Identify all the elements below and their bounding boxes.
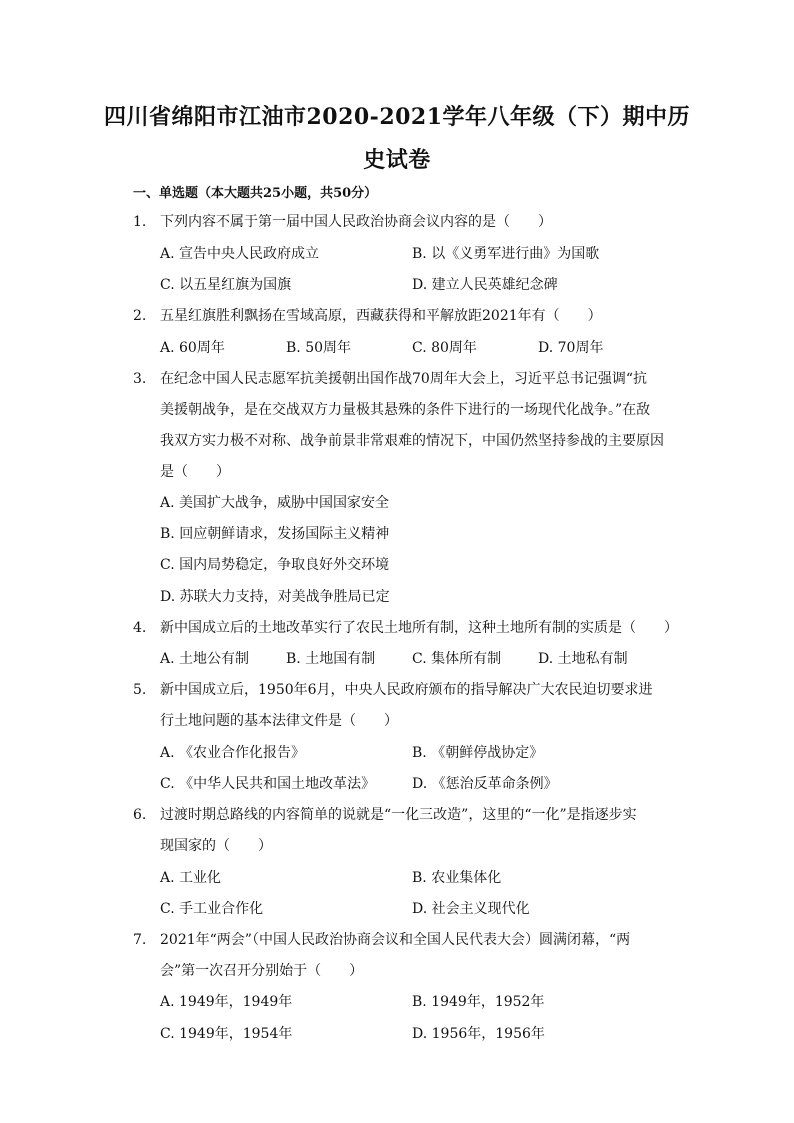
- option-c: C. 1949年，1954年: [160, 1026, 293, 1042]
- question-number: 7.: [133, 932, 147, 948]
- option-a: A. 宣告中央人民政府成立: [160, 246, 320, 262]
- option-b: B. 50周年: [286, 340, 352, 356]
- question-text-line: 在纪念中国人民志愿军抗美援朝出国作战70周年大会上，习近平总书记强调“抗: [160, 371, 647, 387]
- section-heading: 一、单选题（本大题共25小题，共50分）: [133, 186, 378, 201]
- option-b: B. 回应朝鲜请求，发扬国际主义精神: [160, 526, 390, 542]
- option-c: C. 国内局势稳定，争取良好外交环境: [160, 557, 390, 573]
- question-text: 下列内容不属于第一届中国人民政治协商会议内容的是（ ）: [160, 214, 552, 230]
- option-d: D. 建立人民英雄纪念碑: [412, 277, 558, 293]
- option-a: A. 工业化: [160, 870, 222, 886]
- question-text-line: 美援朝战争，是在交战双方力量极其悬殊的条件下进行的一场现代化战争。”在敌: [160, 402, 651, 418]
- question-text-line: 2021年“两会”（中国人民政治协商会议和全国人民代表大会）圆满闭幕，“两: [160, 932, 631, 948]
- option-b: B. 农业集体化: [412, 870, 502, 886]
- question-number: 5.: [133, 682, 147, 698]
- question-number: 2.: [133, 308, 147, 324]
- option-c: C. 集体所有制: [412, 651, 502, 667]
- option-c: C. 以五星红旗为国旗: [160, 277, 292, 293]
- option-a: A. 60周年: [160, 340, 225, 356]
- option-b: B. 以《义勇军进行曲》为国歌: [412, 246, 600, 262]
- option-d: D. 土地私有制: [538, 651, 628, 667]
- question-text-line: 行土地问题的基本法律文件是（ ）: [160, 713, 398, 729]
- option-c: C. 80周年: [412, 340, 477, 356]
- question-number: 1.: [133, 214, 147, 230]
- question-number: 4.: [133, 620, 147, 636]
- option-d: D. 1956年，1956年: [412, 1026, 545, 1042]
- question-text-line: 会”第一次召开分别始于（ ）: [160, 963, 364, 979]
- option-a: A. 美国扩大战争，威胁中国国家安全: [160, 495, 390, 511]
- option-d: D. 社会主义现代化: [412, 901, 530, 917]
- title-line-2: 史试卷: [363, 147, 431, 173]
- option-a: A. 土地公有制: [160, 651, 250, 667]
- option-c: C. 《中华人民共和国土地改革法》: [160, 776, 376, 792]
- option-a: A. 《农业合作化报告》: [160, 745, 306, 761]
- question-number: 6.: [133, 807, 147, 823]
- option-d: D. 苏联大力支持，对美战争胜局已定: [160, 589, 390, 605]
- option-d: D. 70周年: [538, 340, 604, 356]
- question-text-line: 过渡时期总路线的内容简单的说就是“一化三改造”，这里的“一化”是指逐步实: [160, 807, 637, 823]
- question-text: 新中国成立后的土地改革实行了农民土地所有制，这种土地所有制的实质是（ ）: [160, 620, 678, 636]
- option-c: C. 手工业合作化: [160, 901, 264, 917]
- option-b: B. 土地国有制: [286, 651, 376, 667]
- question-text-line: 现国家的（ ）: [160, 838, 272, 854]
- option-d: D. 《惩治反革命条例》: [412, 776, 558, 792]
- question-text: 五星红旗胜利飘扬在雪域高原，西藏获得和平解放距2021年有（ ）: [160, 308, 602, 324]
- question-text-line: 是（ ）: [160, 464, 230, 480]
- question-text-line: 新中国成立后，1950年6月，中央人民政府颁布的指导解决广大农民迫切要求进: [160, 682, 653, 698]
- title-line-1: 四川省绵阳市江油市2020-2021学年八年级（下）期中历: [103, 104, 691, 130]
- option-b: B. 1949年，1952年: [412, 994, 545, 1010]
- option-b: B. 《朝鲜停战协定》: [412, 745, 544, 761]
- question-number: 3.: [133, 371, 147, 387]
- question-text-line: 我双方实力极不对称、战争前景非常艰难的情况下，中国仍然坚持参战的主要原因: [160, 433, 664, 449]
- option-a: A. 1949年，1949年: [160, 994, 293, 1010]
